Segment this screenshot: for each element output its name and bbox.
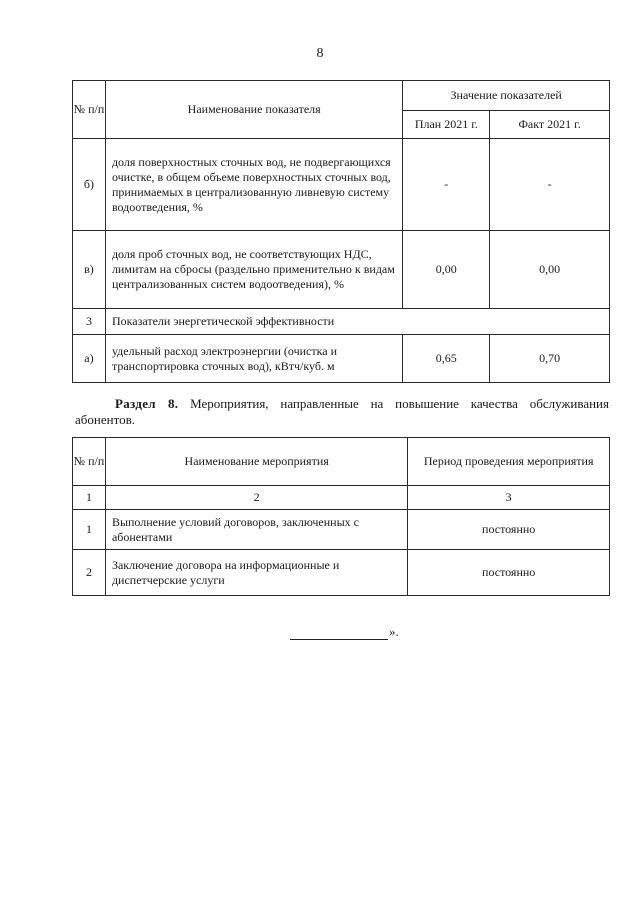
row-plan: 0,00: [403, 231, 490, 309]
index-num: 1: [73, 486, 106, 510]
row-name: удельный расход электроэнергии (очистка и транспортировка сточных вод), кВтч/куб. м: [105, 335, 402, 383]
row-name: доля поверхностных сточных вод, не подвергающихся очистке, в общем объеме поверхностных сточных вод, принимаемых в централизованную ливневую систему водоотведения, %: [105, 139, 402, 231]
row-fact: 0,70: [490, 335, 610, 383]
row-period: постоянно: [408, 510, 610, 550]
row-num: а): [73, 335, 106, 383]
row-fact: -: [490, 139, 610, 231]
section-text: Мероприятия, направленные на повышение качества обслуживания абонентов.: [75, 396, 609, 427]
signature-underline: [290, 639, 388, 640]
header-period: Период проведения мероприятия: [408, 438, 610, 486]
row-fact: 0,00: [490, 231, 610, 309]
row-num: в): [73, 231, 106, 309]
table-row: [73, 139, 610, 231]
page-number: 8: [316, 46, 324, 61]
closing-line: [290, 624, 450, 640]
row-period: постоянно: [408, 550, 610, 596]
index-name: 2: [105, 486, 407, 510]
header-values-group: Значение показателей: [403, 81, 610, 111]
table-row: [73, 231, 610, 309]
section-label: Раздел 8.: [115, 396, 179, 411]
table-row: [73, 309, 610, 335]
row-num: б): [73, 139, 106, 231]
header-name: Наименование мероприятия: [105, 438, 407, 486]
row-name: Выполнение условий договоров, заключенных с абонентами: [105, 510, 407, 550]
table-header-row: [73, 438, 610, 486]
row-num: 2: [73, 550, 106, 596]
row-plan: 0,65: [403, 335, 490, 383]
row-name: Показатели энергетической эффективности: [105, 309, 609, 335]
header-plan: План 2021 г.: [403, 111, 490, 139]
row-num: 1: [73, 510, 106, 550]
row-name: доля проб сточных вод, не соответствующих НДС, лимитам на сбросы (раздельно применительно к видам централизованных систем водоотведения), %: [105, 231, 402, 309]
table-row: [73, 510, 610, 550]
header-name: Наименование показателя: [105, 81, 402, 139]
table-index-row: [73, 486, 610, 510]
header-num: № п/п: [73, 81, 106, 139]
table-header-row: [73, 81, 610, 111]
header-fact: Факт 2021 г.: [490, 111, 610, 139]
table-row: [73, 335, 610, 383]
row-name: Заключение договора на информационные и диспетчерские услуги: [105, 550, 407, 596]
section-8-paragraph: [75, 396, 609, 428]
row-num: 3: [73, 309, 106, 335]
indicators-table: [72, 80, 610, 383]
table-row: [73, 550, 610, 596]
closing-mark: ».: [389, 624, 399, 639]
header-num: № п/п: [73, 438, 106, 486]
row-plan: -: [403, 139, 490, 231]
index-period: 3: [408, 486, 610, 510]
measures-table: [72, 437, 610, 596]
